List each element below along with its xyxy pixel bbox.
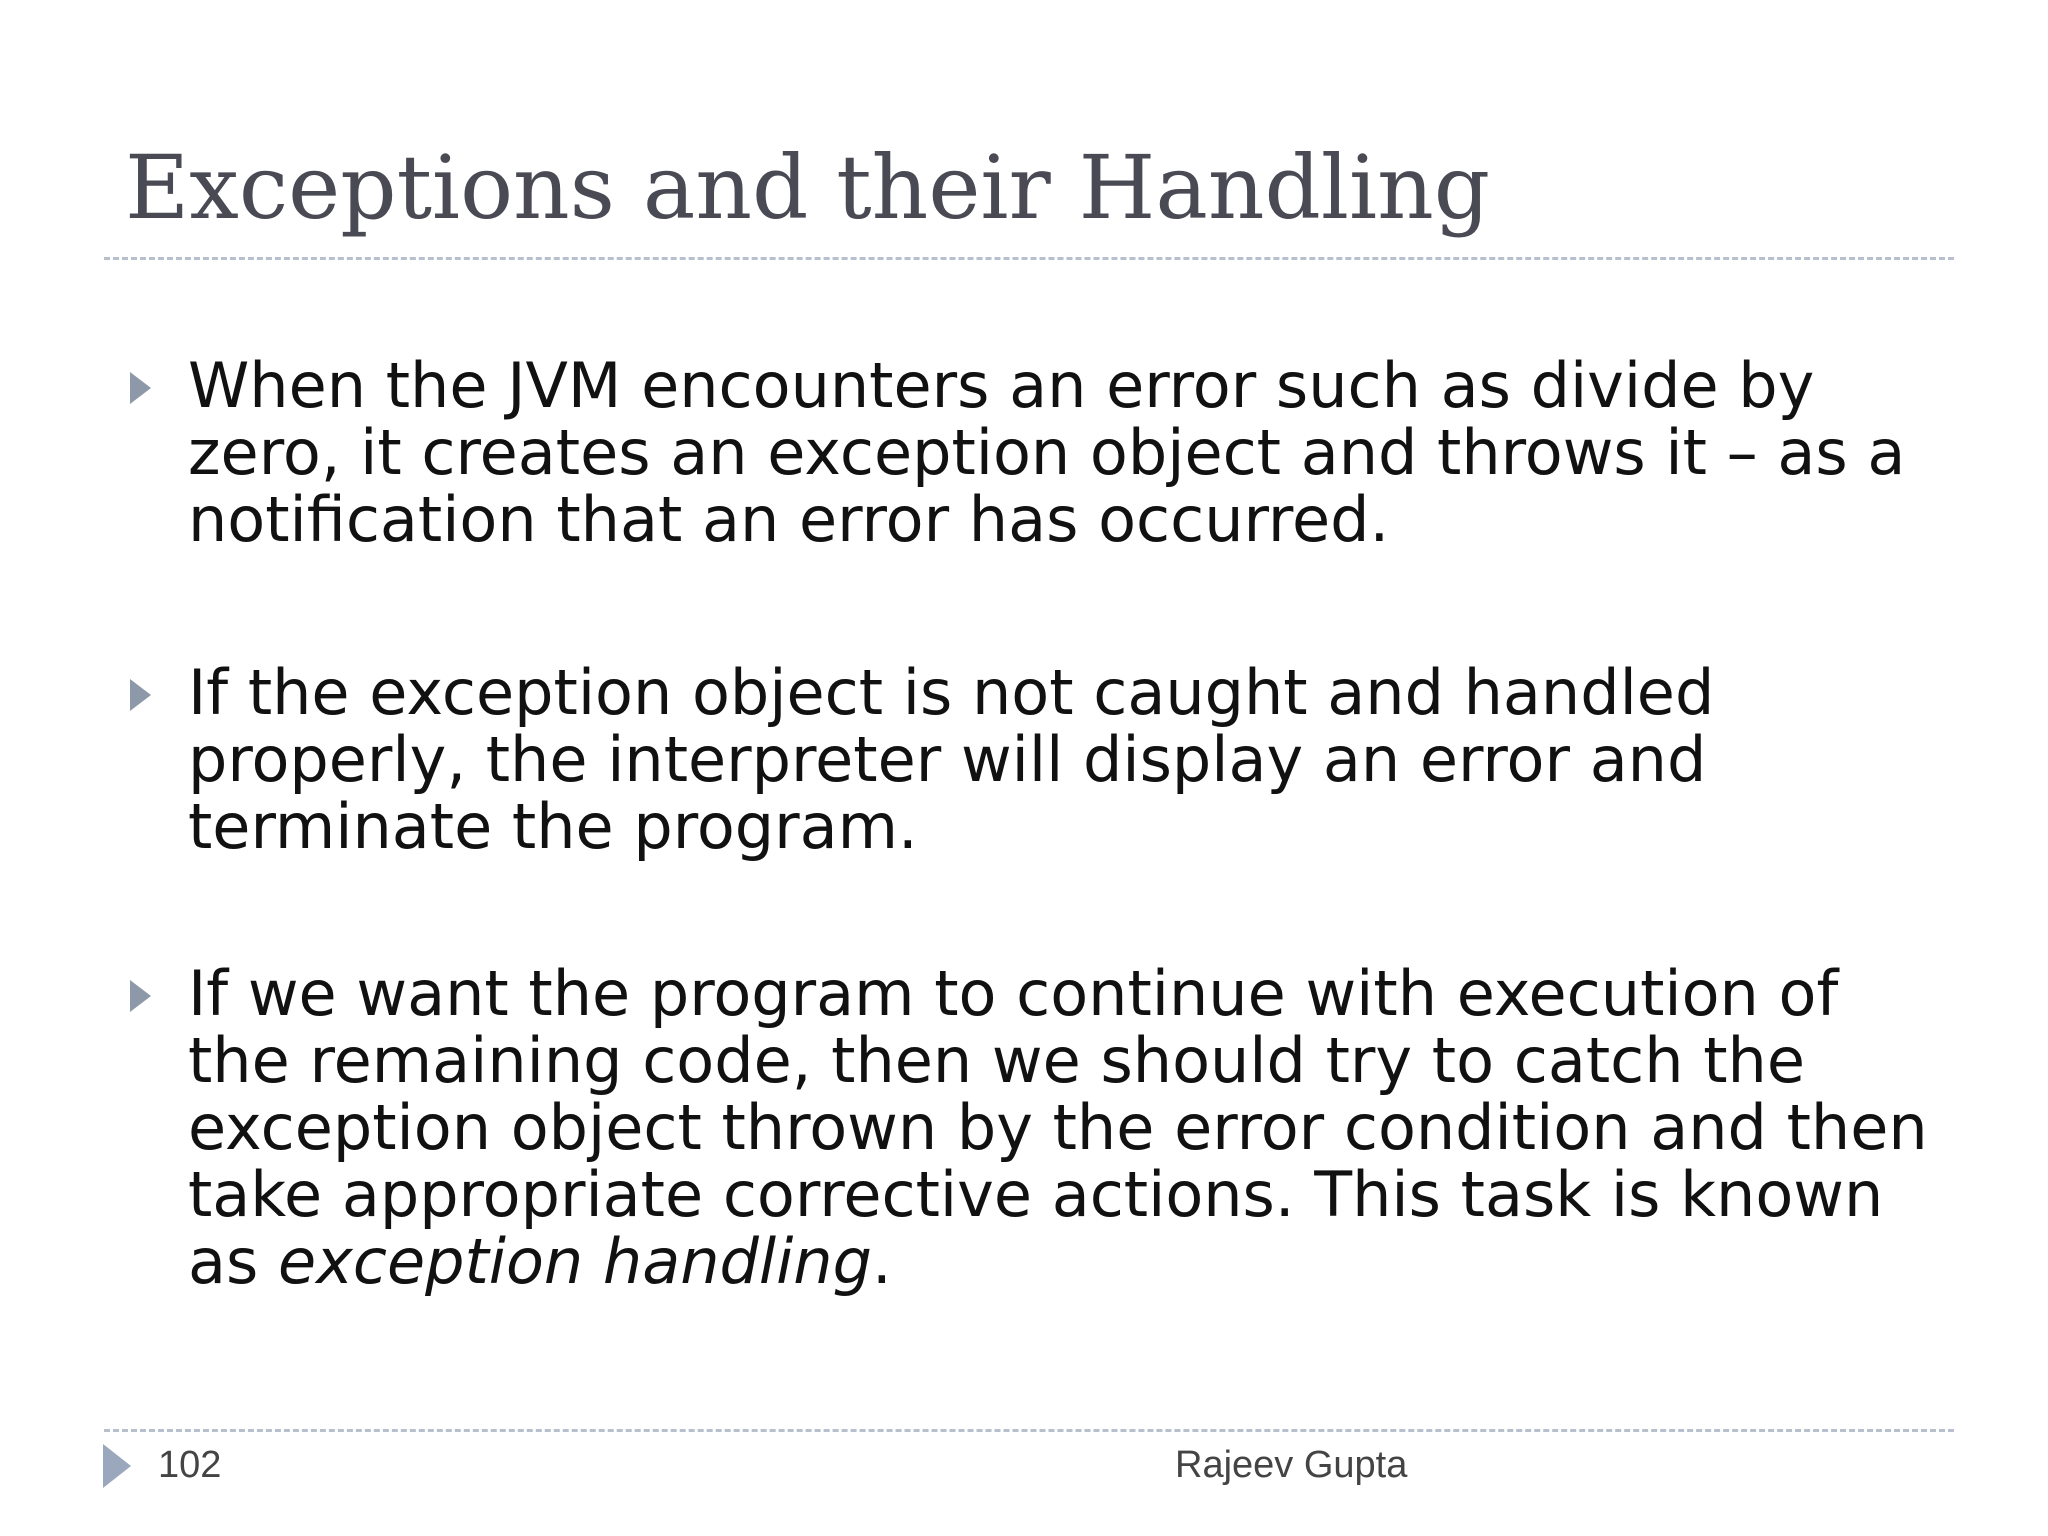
- emphasized-term: exception handling: [278, 1225, 872, 1298]
- triangle-right-icon: [130, 980, 151, 1012]
- bullet-item: [120, 656, 1940, 863]
- bullet-item: [120, 957, 1940, 1298]
- bullet-text-after-emphasis: .: [871, 1225, 892, 1298]
- play-arrow-icon: [103, 1444, 131, 1488]
- triangle-right-icon: [130, 372, 151, 404]
- triangle-right-icon: [130, 679, 151, 711]
- title-divider: [104, 257, 1954, 260]
- bullet-text-before-emphasis: If we want the program to continue with execution of the remaining code, then we should try to catch the exception object thrown by the error condition and then take appropriate corrective actions. This task is known as: [188, 957, 1928, 1298]
- bullet-item: [120, 349, 1940, 556]
- bullet-list: [120, 349, 1940, 1401]
- footer-divider: [104, 1429, 1954, 1432]
- bullet-text: When the JVM encounters an error such as divide by zero, it creates an exception object and throws it – as a notification that an error has occurred.: [188, 349, 1906, 556]
- page-number: 102: [158, 1444, 222, 1486]
- slide-title: Exceptions and their Handling: [125, 136, 1491, 239]
- bullet-text: If the exception object is not caught and handled properly, the interpreter will display an error and terminate the program.: [188, 656, 1715, 863]
- author-name: Rajeev Gupta: [1175, 1444, 1408, 1486]
